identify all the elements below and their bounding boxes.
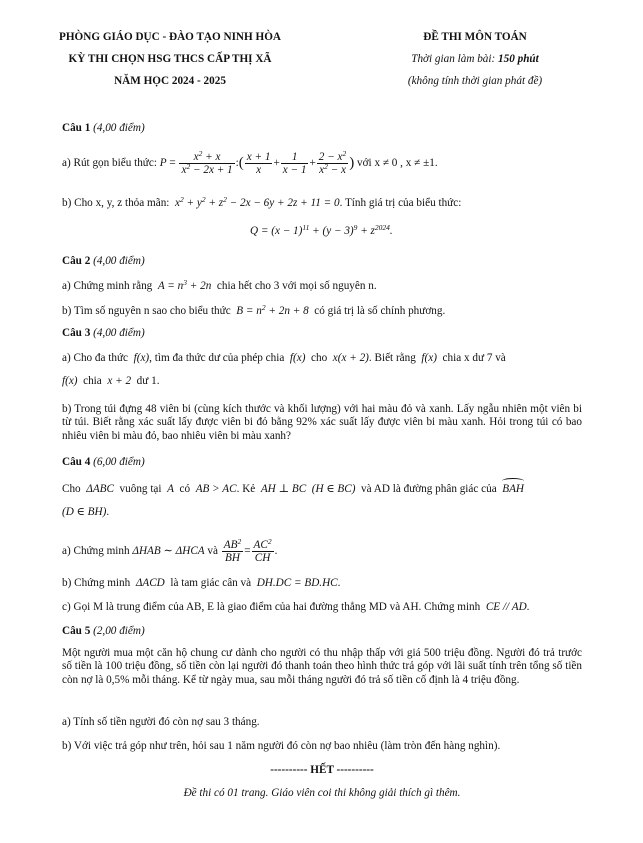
q1-heading: Câu 1 (4,00 điểm) bbox=[62, 122, 145, 134]
header-time: Thời gian làm bài: 150 phút bbox=[411, 53, 539, 65]
q5-part-a: a) Tính số tiền người đó còn nợ sau 3 tháng. bbox=[62, 716, 260, 728]
header-school-year: NĂM HỌC 2024 - 2025 bbox=[114, 75, 226, 87]
header-exam-name: KỲ THI CHỌN HSG THCS CẤP THỊ XÃ bbox=[68, 53, 272, 65]
q3-part-a-line1: a) Cho đa thức f(x), tìm đa thức dư của phép chia f(x) cho x(x + 2). Biết rằng f(x) chia x dư 7 và bbox=[62, 352, 506, 364]
q1-expression-q: $Q = (x - 1)^{11} + (y - 3)^9 + z^{2024}$. bbox=[250, 223, 393, 237]
end-marker: ---------- HẾT ---------- bbox=[270, 764, 374, 776]
q4-intro-line2: (D ∈ BH). bbox=[62, 506, 110, 518]
q3-part-a-line2: f(x) chia x + 2 dư 1. bbox=[62, 375, 160, 387]
q4-part-a: a) Chứng minh ΔHAB ∼ ΔHCA và $\frac{AB^2}{BH}$ = $\frac{AC^2}{CH}$ . bbox=[62, 536, 278, 564]
footer-note: Đề thi có 01 trang. Giáo viên coi thi không giải thích gì thêm. bbox=[183, 787, 461, 799]
q5-heading: Câu 5 (2,00 điểm) bbox=[62, 625, 145, 637]
q2-heading: Câu 2 (4,00 điểm) bbox=[62, 255, 145, 267]
q4-intro-line1: Cho ΔABC vuông tại A có AB > AC. Kẻ AH ⊥ BC (H ∈ BC) và AD là đường phân giác của BAH bbox=[62, 483, 525, 495]
q4-part-c: c) Gọi M là trung điểm của AB, E là giao điểm của hai đường thẳng MD và AH. Chứng minh CE // AD. bbox=[62, 601, 530, 613]
q5-part-b: b) Với việc trả góp như trên, hỏi sau 1 năm người đó còn nợ bao nhiêu (làm tròn đến hàng nghìn). bbox=[62, 740, 501, 752]
q3-part-b: b) Trong túi đựng 48 viên bi (cùng kích thước và khối lượng) với hai màu đỏ và xanh. Lấy ngẫu nhiên một viên bi từ túi. Biết rằng xác suất lấy được viên bi đỏ bằng 92% xác suất lấy được viên bi màu xanh. Hỏi trong túi có bao nhiêu viên bi màu đỏ, bao nhiêu viên bi màu xanh? bbox=[62, 403, 582, 442]
q5-intro: Một người mua một căn hộ chung cư dành cho người có thu nhập thấp với giá 500 triệu đồng. Người đó trả trước số tiền là 100 triệu đồng, số tiền còn lại người đó thanh toán theo hình thức trả góp với lãi suất tính trên tổng số tiền còn nợ là 0,5% mỗi tháng. Kể từ ngày mua, sau mỗi tháng người đó trả số tiền cố định là 4 triệu đồng. bbox=[62, 647, 582, 686]
q1-part-b: b) Cho x, y, z thỏa mãn: $x^2 + y^2 + z^2 - 2x - 6y + 2z + 11 = 0$. Tính giá trị của biểu thức: bbox=[62, 195, 462, 209]
header-department: PHÒNG GIÁO DỤC - ĐÀO TẠO NINH HÒA bbox=[59, 31, 281, 43]
q1-part-a: a) Rút gọn biểu thức: P = $\frac{x^2 + x}{x^2 - 2x + 1}$ : ( $\frac{x + 1}{x}$ + $\frac{1}{x - 1}$ + $\frac{2 - x^2}{x^2 - x}$ ) với x ≠ 0 , x ≠ ±1. bbox=[62, 148, 438, 176]
q2-part-a: a) Chứng minh rằng $A = n^3 + 2n$ chia hết cho 3 với mọi số nguyên n. bbox=[62, 278, 377, 292]
q2-part-b: b) Tìm số nguyên n sao cho biểu thức $B = n^2 + 2n + 8$ có giá trị là số chính phương. bbox=[62, 303, 446, 317]
q4-part-b: b) Chứng minh ΔACD là tam giác cân và DH.DC = BD.HC. bbox=[62, 577, 341, 589]
q4-heading: Câu 4 (6,00 điểm) bbox=[62, 456, 145, 468]
header-subject: ĐỀ THI MÔN TOÁN bbox=[423, 31, 527, 43]
header-time-note: (không tính thời gian phát đề) bbox=[407, 75, 543, 87]
q3-heading: Câu 3 (4,00 điểm) bbox=[62, 327, 145, 339]
